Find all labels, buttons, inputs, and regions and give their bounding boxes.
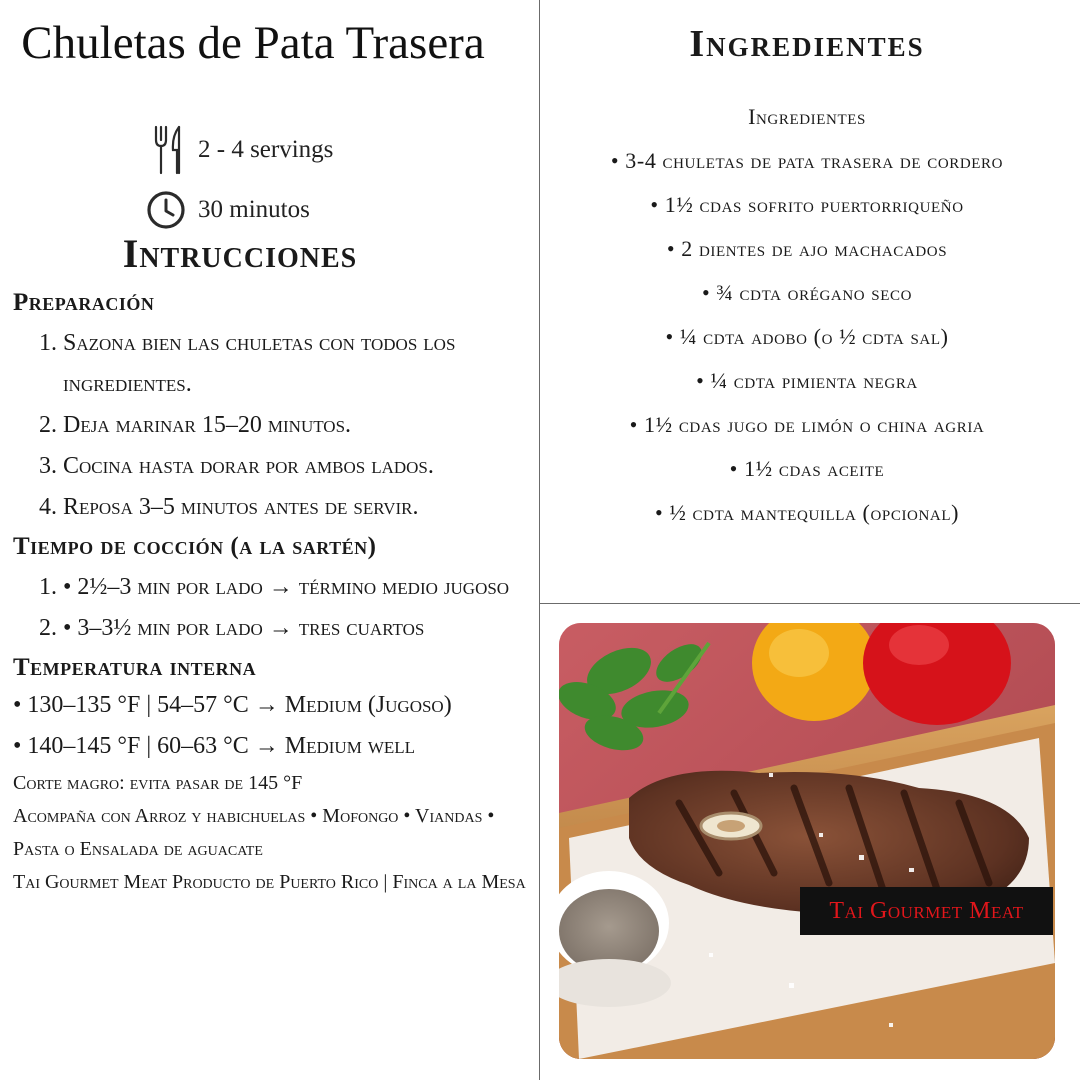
ingredient-item: • 1½ cdas sofrito puertorriqueño	[650, 192, 964, 217]
column-divider	[539, 0, 540, 1080]
preparation-heading: Preparación	[13, 289, 155, 316]
list-item: 1. • 2½–3 min por lado → término medio jugoso	[39, 574, 510, 600]
brand-badge: Tai Gourmet Meat	[800, 887, 1053, 935]
preparation-steps	[13, 323, 533, 528]
ingredient-item: • 2 dientes de ajo machacados	[666, 236, 948, 261]
instructions-body	[13, 286, 533, 899]
instructions-heading: Intrucciones	[122, 231, 358, 276]
row-divider	[540, 603, 1080, 604]
list-item: 1. Sazona bien las chuletas con todos los ingredientes.	[39, 330, 456, 397]
product-note: Tai Gourmet Meat Producto de Puerto Rico | Finca a la Mesa	[13, 871, 526, 893]
ingredients-heading: Ingredientes	[689, 23, 925, 65]
servings-text: 2 - 4 servings	[198, 136, 334, 163]
ingredients-subheading: Ingredientes	[748, 104, 866, 129]
internal-temp-heading: Temperatura interna	[13, 654, 257, 681]
ingredient-item: • 1½ cdas jugo de limón o china agria	[629, 412, 985, 437]
ingredient-item: • ¾ cdta orégano seco	[701, 280, 913, 305]
servings-row	[152, 124, 333, 176]
list-item: 2. Deja marinar 15–20 minutos.	[39, 412, 352, 438]
lean-cut-note: Corte magro: evita pasar de 145 °F	[13, 772, 303, 794]
cooking-time-steps	[13, 567, 533, 649]
cooking-time-heading: Tiempo de cocción (a la sartén)	[13, 533, 377, 560]
list-item: 2. • 3–3½ min por lado → tres cuartos	[39, 615, 425, 641]
ingredient-item: • 1½ cdas aceite	[729, 456, 885, 481]
recipe-title: Chuletas de Pata Trasera	[21, 17, 485, 69]
ingredients-list	[560, 95, 1054, 535]
ingredient-item: • ½ cdta mantequilla (opcional)	[654, 500, 960, 525]
time-text: 30 minutos	[198, 196, 310, 223]
temp-line: • 140–145 °F | 60–63 °C → Medium well	[13, 733, 416, 759]
temp-line: • 130–135 °F | 54–57 °C → Medium (Jugoso)	[13, 692, 452, 718]
grilled-lamb-chop-illustration	[559, 623, 1055, 1059]
time-row	[146, 190, 310, 230]
clock-icon	[146, 190, 186, 230]
list-item: 4. Reposa 3–5 minutos antes de servir.	[39, 494, 419, 520]
ingredient-item: • ¼ cdta pimienta negra	[696, 368, 918, 393]
food-photo	[559, 623, 1055, 1059]
pairing-note: Acompaña con Arroz y habichuelas • Mofongo • Viandas • Pasta o Ensalada de aguacate	[13, 805, 495, 860]
fork-knife-icon	[152, 124, 186, 176]
ingredient-item: • 3-4 chuletas de pata trasera de cordero	[610, 148, 1004, 173]
list-item: 3. Cocina hasta dorar por ambos lados.	[39, 453, 434, 479]
ingredient-item: • ¼ cdta adobo (o ½ cdta sal)	[665, 324, 949, 349]
